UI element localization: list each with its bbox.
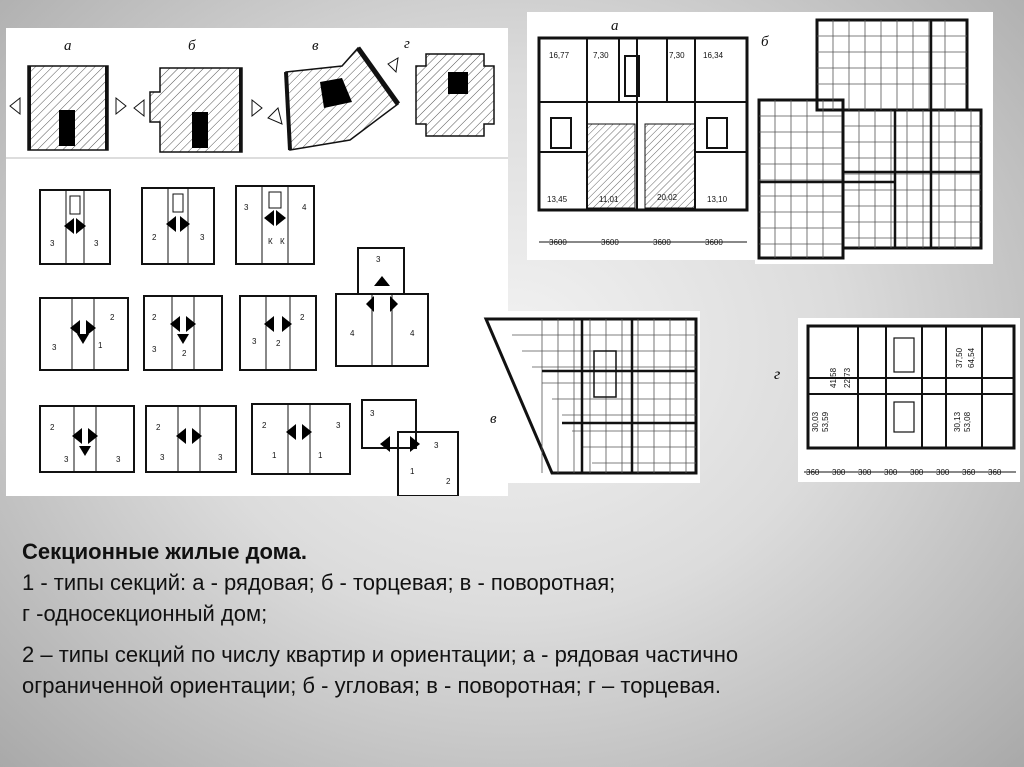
grid-num: 1 [98, 341, 103, 350]
grid-num: 4 [302, 203, 307, 212]
dim-label: 3600 [653, 238, 671, 247]
area-label: 16,34 [703, 51, 724, 60]
grid-num: 4 [350, 329, 355, 338]
plan-v-label: в [490, 411, 497, 427]
grid-num: 3 [116, 455, 121, 464]
area-label: 30,13 [953, 411, 962, 432]
grid-num: 1 [410, 467, 415, 476]
grid-num: 3 [244, 203, 249, 212]
dim-label: 300 [936, 468, 950, 477]
grid-num: 2 [152, 233, 157, 242]
grid-num: 3 [200, 233, 205, 242]
grid-num: 3 [52, 343, 57, 352]
area-label: 20,02 [657, 193, 678, 202]
area-label: 37,50 [955, 347, 964, 368]
grid-num: 3 [376, 255, 381, 264]
plan-small-11 [362, 400, 458, 496]
grid-num: 3 [94, 239, 99, 248]
grid-num: 2 [156, 423, 161, 432]
plan-v-panel [482, 311, 700, 483]
area-label: 53,59 [821, 411, 830, 432]
type-b-block [134, 68, 262, 152]
grid-num: 3 [152, 345, 157, 354]
grid-num: 2 [276, 339, 281, 348]
caption-title: Секционные жилые дома. [22, 539, 308, 564]
dim-label: 3600 [705, 238, 723, 247]
grid-num: 2 [110, 313, 115, 322]
grid-num: 4 [410, 329, 415, 338]
section-types-drawing [6, 28, 508, 496]
plan-small-9 [146, 406, 236, 472]
type-label-b: б [188, 38, 196, 54]
plan-a-label: а [611, 18, 619, 34]
area-label: 7,30 [593, 51, 609, 60]
type-g-block [416, 54, 494, 136]
grid-num: К [268, 237, 273, 246]
type-a-block [10, 66, 126, 150]
grid-num: 2 [300, 313, 305, 322]
plan-b-panel [755, 12, 993, 264]
grid-num: 2 [182, 349, 187, 358]
plan-small-10 [252, 404, 350, 474]
plan-v-drawing [482, 311, 700, 483]
caption [22, 536, 1002, 701]
grid-num: 3 [370, 409, 375, 418]
plan-g-panel [798, 318, 1020, 482]
caption-line-1: 1 - типы секций: а - рядовая; б - торцевая; в - поворотная; [22, 570, 616, 595]
grid-num: 1 [272, 451, 277, 460]
caption-para2-line-1: 2 – типы секций по числу квартир и ориентации; а - рядовая частично [22, 642, 739, 667]
dim-label: 360 [988, 468, 1002, 477]
grid-num: К [280, 237, 285, 246]
area-label: 22,73 [843, 367, 852, 388]
area-label: 13,10 [707, 195, 728, 204]
type-label-g: г [404, 36, 410, 52]
dim-label: 300 [832, 468, 846, 477]
plan-small-8 [40, 406, 134, 472]
caption-para2-line-2: ограниченной ориентации; б - угловая; в - поворотная; г – торцевая. [22, 673, 721, 698]
area-label: 64,54 [967, 347, 976, 368]
grid-num: 2 [152, 313, 157, 322]
section-types-panel [6, 28, 508, 496]
plan-small-5 [40, 298, 128, 370]
dim-label: 300 [910, 468, 924, 477]
plan-a-panel [527, 12, 760, 260]
plan-b-drawing [755, 12, 993, 264]
grid-num: 2 [50, 423, 55, 432]
dim-label: 3600 [549, 238, 567, 247]
type-label-v: в [312, 38, 319, 54]
grid-num: 2 [446, 477, 451, 486]
area-label: 7,30 [669, 51, 685, 60]
type-v-block [268, 48, 398, 150]
grid-num: 3 [252, 337, 257, 346]
grid-num: 1 [318, 451, 323, 460]
plan-small-2 [142, 188, 214, 264]
plan-a-drawing [527, 12, 760, 260]
area-label: 41,58 [829, 367, 838, 388]
area-label: 13,45 [547, 195, 568, 204]
plan-small-4 [336, 248, 428, 366]
grid-num: 3 [160, 453, 165, 462]
grid-num: 3 [434, 441, 439, 450]
dim-label: 3600 [601, 238, 619, 247]
grid-num: 3 [336, 421, 341, 430]
area-label: 11,01 [599, 195, 619, 204]
plan-b-label: б [761, 34, 769, 50]
grid-num: 3 [64, 455, 69, 464]
dim-label: 300 [884, 468, 898, 477]
type-label-a: а [64, 38, 72, 54]
grid-num: 3 [50, 239, 55, 248]
plan-small-6 [144, 296, 222, 370]
dim-label: 360 [962, 468, 976, 477]
plan-g-label-outer: г [774, 366, 781, 383]
grid-num: 2 [262, 421, 267, 430]
dim-label: 300 [858, 468, 872, 477]
plan-g-drawing [798, 318, 1020, 482]
plan-small-3 [236, 186, 314, 264]
area-label: 53,08 [963, 411, 972, 432]
area-label: 30,03 [811, 411, 820, 432]
caption-line-2: г -односекционный дом; [22, 601, 268, 626]
dim-label: 360 [806, 468, 820, 477]
plan-small-7 [240, 296, 316, 370]
plan-small-1 [40, 190, 110, 264]
area-label: 16,77 [549, 51, 570, 60]
grid-num: 3 [218, 453, 223, 462]
